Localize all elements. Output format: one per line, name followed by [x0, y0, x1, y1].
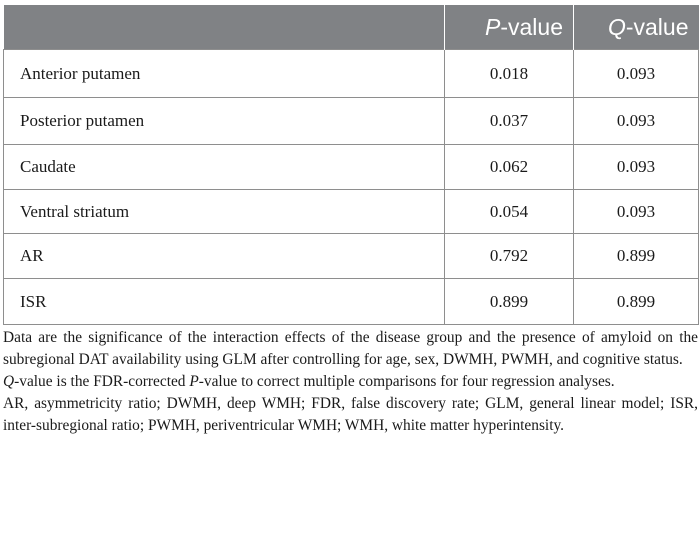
table-row — [4, 98, 699, 145]
results-table — [3, 5, 699, 325]
table-row — [4, 190, 699, 234]
cell-q-value: 0.899 — [574, 279, 699, 325]
table-row — [4, 234, 699, 279]
table-row — [4, 50, 699, 98]
cell-p-value: 0.018 — [445, 50, 574, 98]
cell-p-value: 0.062 — [445, 145, 574, 190]
cell-region: ISR — [4, 279, 445, 325]
table-footnotes — [3, 327, 698, 437]
cell-q-value: 0.093 — [574, 190, 699, 234]
footnote-abbreviations: AR, asymmetricity ratio; DWMH, deep WMH; FDR, false discovery rate; GLM, general linear model; ISR, inter-subregional ratio; PWMH, periventricular WMH; WMH, white matter hyperintensity. — [3, 395, 698, 434]
cell-q-value: 0.093 — [574, 145, 699, 190]
cell-region: Posterior putamen — [4, 98, 445, 145]
footnote-data-description: Data are the significance of the interaction effects of the disease group and the presence of amyloid on the subregional DAT availability using GLM after controlling for age, sex, DWMH, PWMH, and cognitive status. — [3, 329, 698, 368]
cell-region: AR — [4, 234, 445, 279]
cell-q-value: 0.093 — [574, 50, 699, 98]
footnote-q-italic: Q — [3, 373, 15, 390]
table-row — [4, 145, 699, 190]
footnote-p-italic: P — [189, 373, 199, 390]
cell-p-value: 0.899 — [445, 279, 574, 325]
header-p-italic: P — [485, 13, 501, 40]
footnote-q-text-2: -value to correct multiple comparisons for four regression analyses. — [198, 373, 615, 390]
header-region — [4, 5, 445, 50]
cell-region: Anterior putamen — [4, 50, 445, 98]
header-q-italic: Q — [607, 13, 626, 40]
header-q-value — [574, 5, 699, 50]
cell-p-value: 0.792 — [445, 234, 574, 279]
cell-p-value: 0.054 — [445, 190, 574, 234]
cell-p-value: 0.037 — [445, 98, 574, 145]
header-p-rest: -value — [500, 13, 563, 40]
table-container — [3, 5, 698, 437]
table-row — [4, 279, 699, 325]
cell-q-value: 0.093 — [574, 98, 699, 145]
cell-region: Caudate — [4, 145, 445, 190]
header-q-rest: -value — [625, 13, 689, 40]
cell-region: Ventral striatum — [4, 190, 445, 234]
cell-q-value: 0.899 — [574, 234, 699, 279]
footnote-q-text-1: -value is the FDR-corrected — [14, 373, 190, 390]
table-header-row — [4, 5, 699, 50]
footnote-q-value-definition — [3, 371, 698, 393]
header-p-value — [445, 5, 574, 50]
